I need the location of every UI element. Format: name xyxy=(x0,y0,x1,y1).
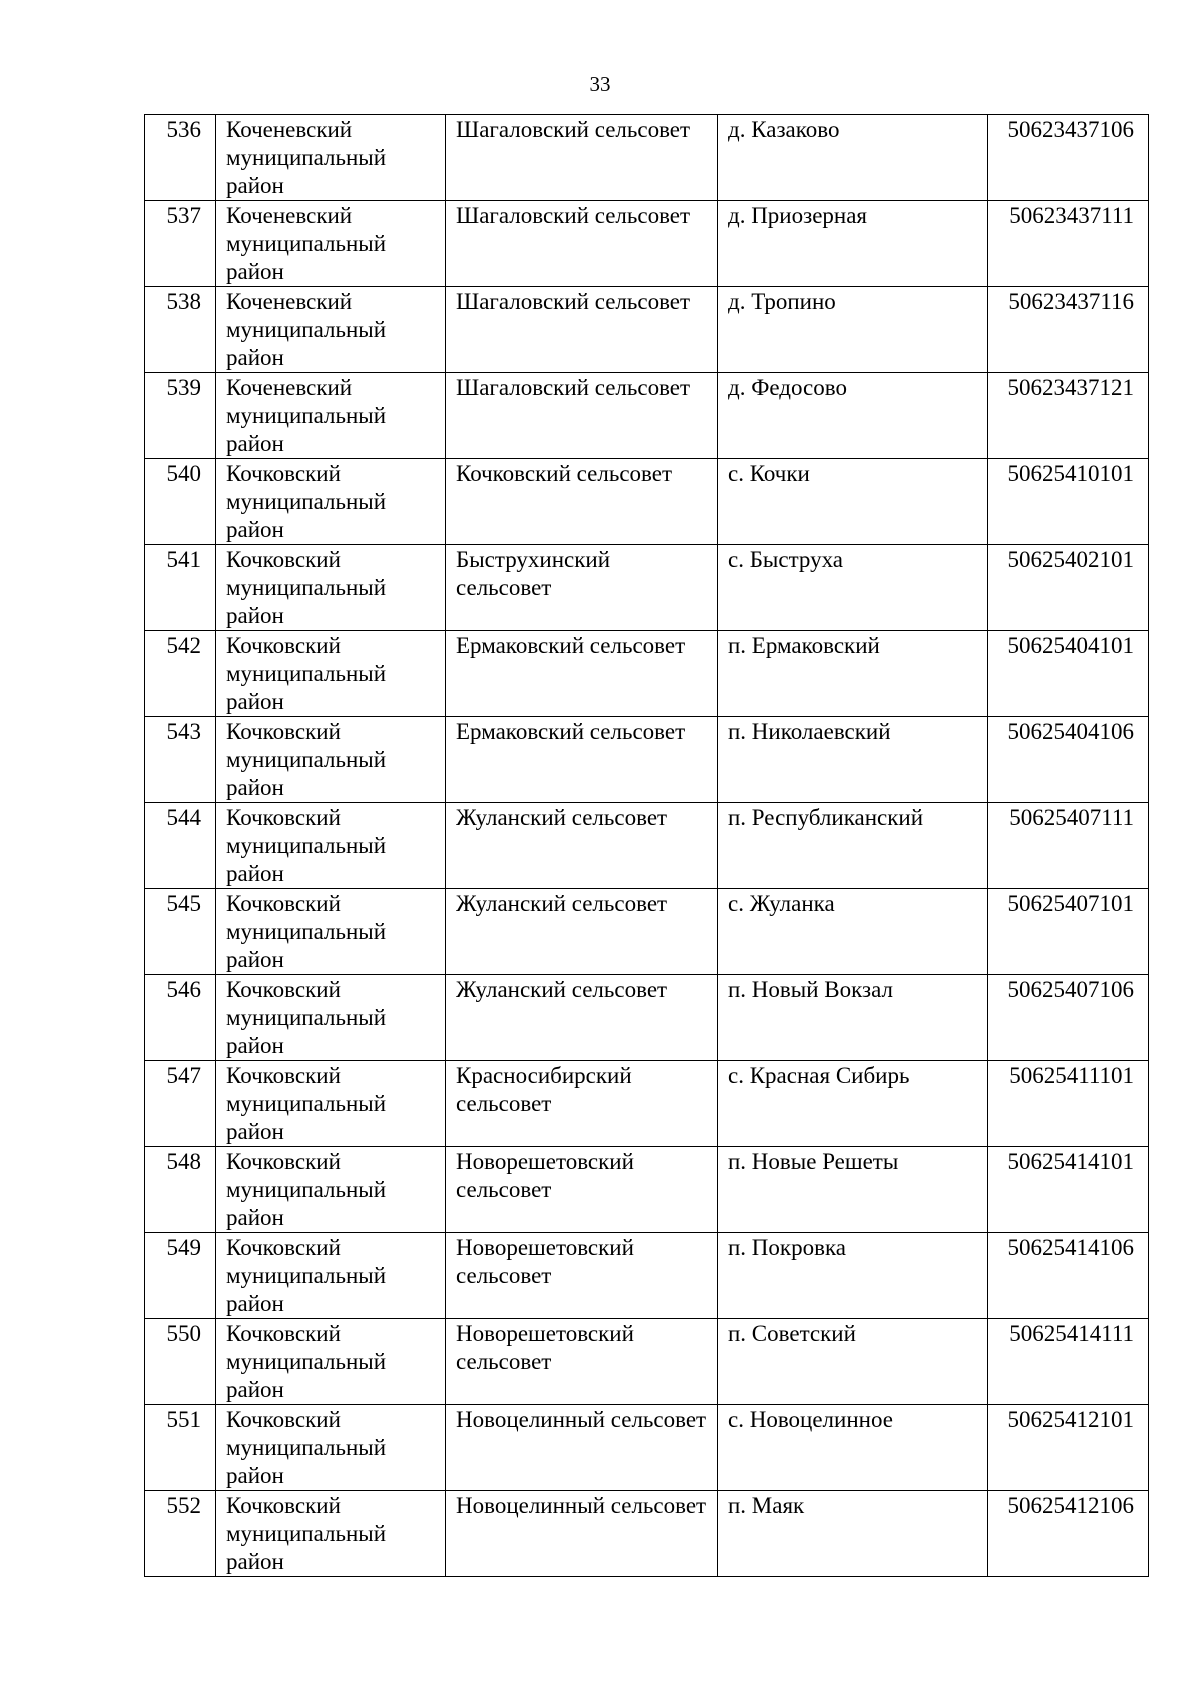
district-cell: Кочковский муниципальный район xyxy=(216,1061,446,1147)
settlement-cell: п. Республиканский xyxy=(718,803,988,889)
council-cell: Ермаковский сельсовет xyxy=(446,717,718,803)
table-body xyxy=(145,115,1149,1577)
row-number-cell: 538 xyxy=(145,287,216,373)
table-row xyxy=(145,459,1149,545)
settlement-cell: п. Николаевский xyxy=(718,717,988,803)
table-row xyxy=(145,115,1149,201)
oktmo-code-cell: 50623437106 xyxy=(988,115,1149,201)
council-cell: Шагаловский сельсовет xyxy=(446,115,718,201)
oktmo-code-cell: 50625414106 xyxy=(988,1233,1149,1319)
oktmo-code-cell: 50625414111 xyxy=(988,1319,1149,1405)
settlement-cell: с. Красная Сибирь xyxy=(718,1061,988,1147)
settlement-cell: п. Новый Вокзал xyxy=(718,975,988,1061)
row-number-cell: 549 xyxy=(145,1233,216,1319)
oktmo-code-cell: 50625402101 xyxy=(988,545,1149,631)
table-row xyxy=(145,287,1149,373)
row-number-cell: 550 xyxy=(145,1319,216,1405)
settlement-cell: п. Новые Решеты xyxy=(718,1147,988,1233)
council-cell: Новоцелинный сельсовет xyxy=(446,1405,718,1491)
district-cell: Коченевский муниципальный район xyxy=(216,115,446,201)
council-cell: Жуланский сельсовет xyxy=(446,975,718,1061)
oktmo-code-cell: 50625404101 xyxy=(988,631,1149,717)
table-row xyxy=(145,1147,1149,1233)
row-number-cell: 547 xyxy=(145,1061,216,1147)
council-cell: Новоцелинный сельсовет xyxy=(446,1491,718,1577)
settlement-cell: п. Советский xyxy=(718,1319,988,1405)
table-row xyxy=(145,1233,1149,1319)
council-cell: Красносибирский сельсовет xyxy=(446,1061,718,1147)
table-row xyxy=(145,631,1149,717)
settlement-cell: д. Федосово xyxy=(718,373,988,459)
oktmo-code-cell: 50625407106 xyxy=(988,975,1149,1061)
row-number-cell: 552 xyxy=(145,1491,216,1577)
district-cell: Кочковский муниципальный район xyxy=(216,1491,446,1577)
settlement-cell: д. Тропино xyxy=(718,287,988,373)
district-cell: Коченевский муниципальный район xyxy=(216,201,446,287)
settlement-cell: п. Маяк xyxy=(718,1491,988,1577)
row-number-cell: 541 xyxy=(145,545,216,631)
settlement-cell: с. Кочки xyxy=(718,459,988,545)
council-cell: Шагаловский сельсовет xyxy=(446,287,718,373)
table-row xyxy=(145,717,1149,803)
council-cell: Новорешетовский сельсовет xyxy=(446,1319,718,1405)
oktmo-code-cell: 50623437116 xyxy=(988,287,1149,373)
table-row xyxy=(145,545,1149,631)
district-cell: Кочковский муниципальный район xyxy=(216,1233,446,1319)
table-row xyxy=(145,1061,1149,1147)
oktmo-code-cell: 50625412106 xyxy=(988,1491,1149,1577)
row-number-cell: 543 xyxy=(145,717,216,803)
district-cell: Кочковский муниципальный район xyxy=(216,1147,446,1233)
district-cell: Кочковский муниципальный район xyxy=(216,631,446,717)
row-number-cell: 551 xyxy=(145,1405,216,1491)
table-row xyxy=(145,975,1149,1061)
table-row xyxy=(145,1405,1149,1491)
table-row xyxy=(145,1319,1149,1405)
council-cell: Новорешетовский сельсовет xyxy=(446,1147,718,1233)
district-cell: Коченевский муниципальный район xyxy=(216,373,446,459)
table-row xyxy=(145,803,1149,889)
council-cell: Ермаковский сельсовет xyxy=(446,631,718,717)
district-cell: Кочковский муниципальный район xyxy=(216,459,446,545)
district-cell: Кочковский муниципальный район xyxy=(216,1405,446,1491)
district-cell: Кочковский муниципальный район xyxy=(216,975,446,1061)
settlement-cell: п. Покровка xyxy=(718,1233,988,1319)
row-number-cell: 537 xyxy=(145,201,216,287)
table-row xyxy=(145,889,1149,975)
district-cell: Кочковский муниципальный район xyxy=(216,1319,446,1405)
council-cell: Кочковский сельсовет xyxy=(446,459,718,545)
council-cell: Шагаловский сельсовет xyxy=(446,201,718,287)
row-number-cell: 548 xyxy=(145,1147,216,1233)
council-cell: Жуланский сельсовет xyxy=(446,803,718,889)
settlement-cell: с. Жуланка xyxy=(718,889,988,975)
council-cell: Быструхинский сельсовет xyxy=(446,545,718,631)
council-cell: Шагаловский сельсовет xyxy=(446,373,718,459)
table-row xyxy=(145,1491,1149,1577)
row-number-cell: 539 xyxy=(145,373,216,459)
settlement-cell: д. Приозерная xyxy=(718,201,988,287)
oktmo-code-cell: 50625412101 xyxy=(988,1405,1149,1491)
council-cell: Новорешетовский сельсовет xyxy=(446,1233,718,1319)
settlement-cell: с. Новоцелинное xyxy=(718,1405,988,1491)
oktmo-code-cell: 50625404106 xyxy=(988,717,1149,803)
row-number-cell: 542 xyxy=(145,631,216,717)
oktmo-code-cell: 50623437111 xyxy=(988,201,1149,287)
oktmo-code-cell: 50623437121 xyxy=(988,373,1149,459)
settlements-table xyxy=(144,114,1149,1577)
district-cell: Кочковский муниципальный район xyxy=(216,889,446,975)
table-row xyxy=(145,201,1149,287)
district-cell: Кочковский муниципальный район xyxy=(216,717,446,803)
oktmo-code-cell: 50625407101 xyxy=(988,889,1149,975)
row-number-cell: 536 xyxy=(145,115,216,201)
table-row xyxy=(145,373,1149,459)
settlement-cell: п. Ермаковский xyxy=(718,631,988,717)
row-number-cell: 545 xyxy=(145,889,216,975)
district-cell: Кочковский муниципальный район xyxy=(216,803,446,889)
oktmo-code-cell: 50625411101 xyxy=(988,1061,1149,1147)
district-cell: Коченевский муниципальный район xyxy=(216,287,446,373)
settlement-cell: с. Быструха xyxy=(718,545,988,631)
district-cell: Кочковский муниципальный район xyxy=(216,545,446,631)
page-number: 33 xyxy=(589,72,611,96)
oktmo-code-cell: 50625414101 xyxy=(988,1147,1149,1233)
oktmo-code-cell: 50625407111 xyxy=(988,803,1149,889)
row-number-cell: 540 xyxy=(145,459,216,545)
council-cell: Жуланский сельсовет xyxy=(446,889,718,975)
row-number-cell: 544 xyxy=(145,803,216,889)
settlement-cell: д. Казаково xyxy=(718,115,988,201)
oktmo-code-cell: 50625410101 xyxy=(988,459,1149,545)
row-number-cell: 546 xyxy=(145,975,216,1061)
